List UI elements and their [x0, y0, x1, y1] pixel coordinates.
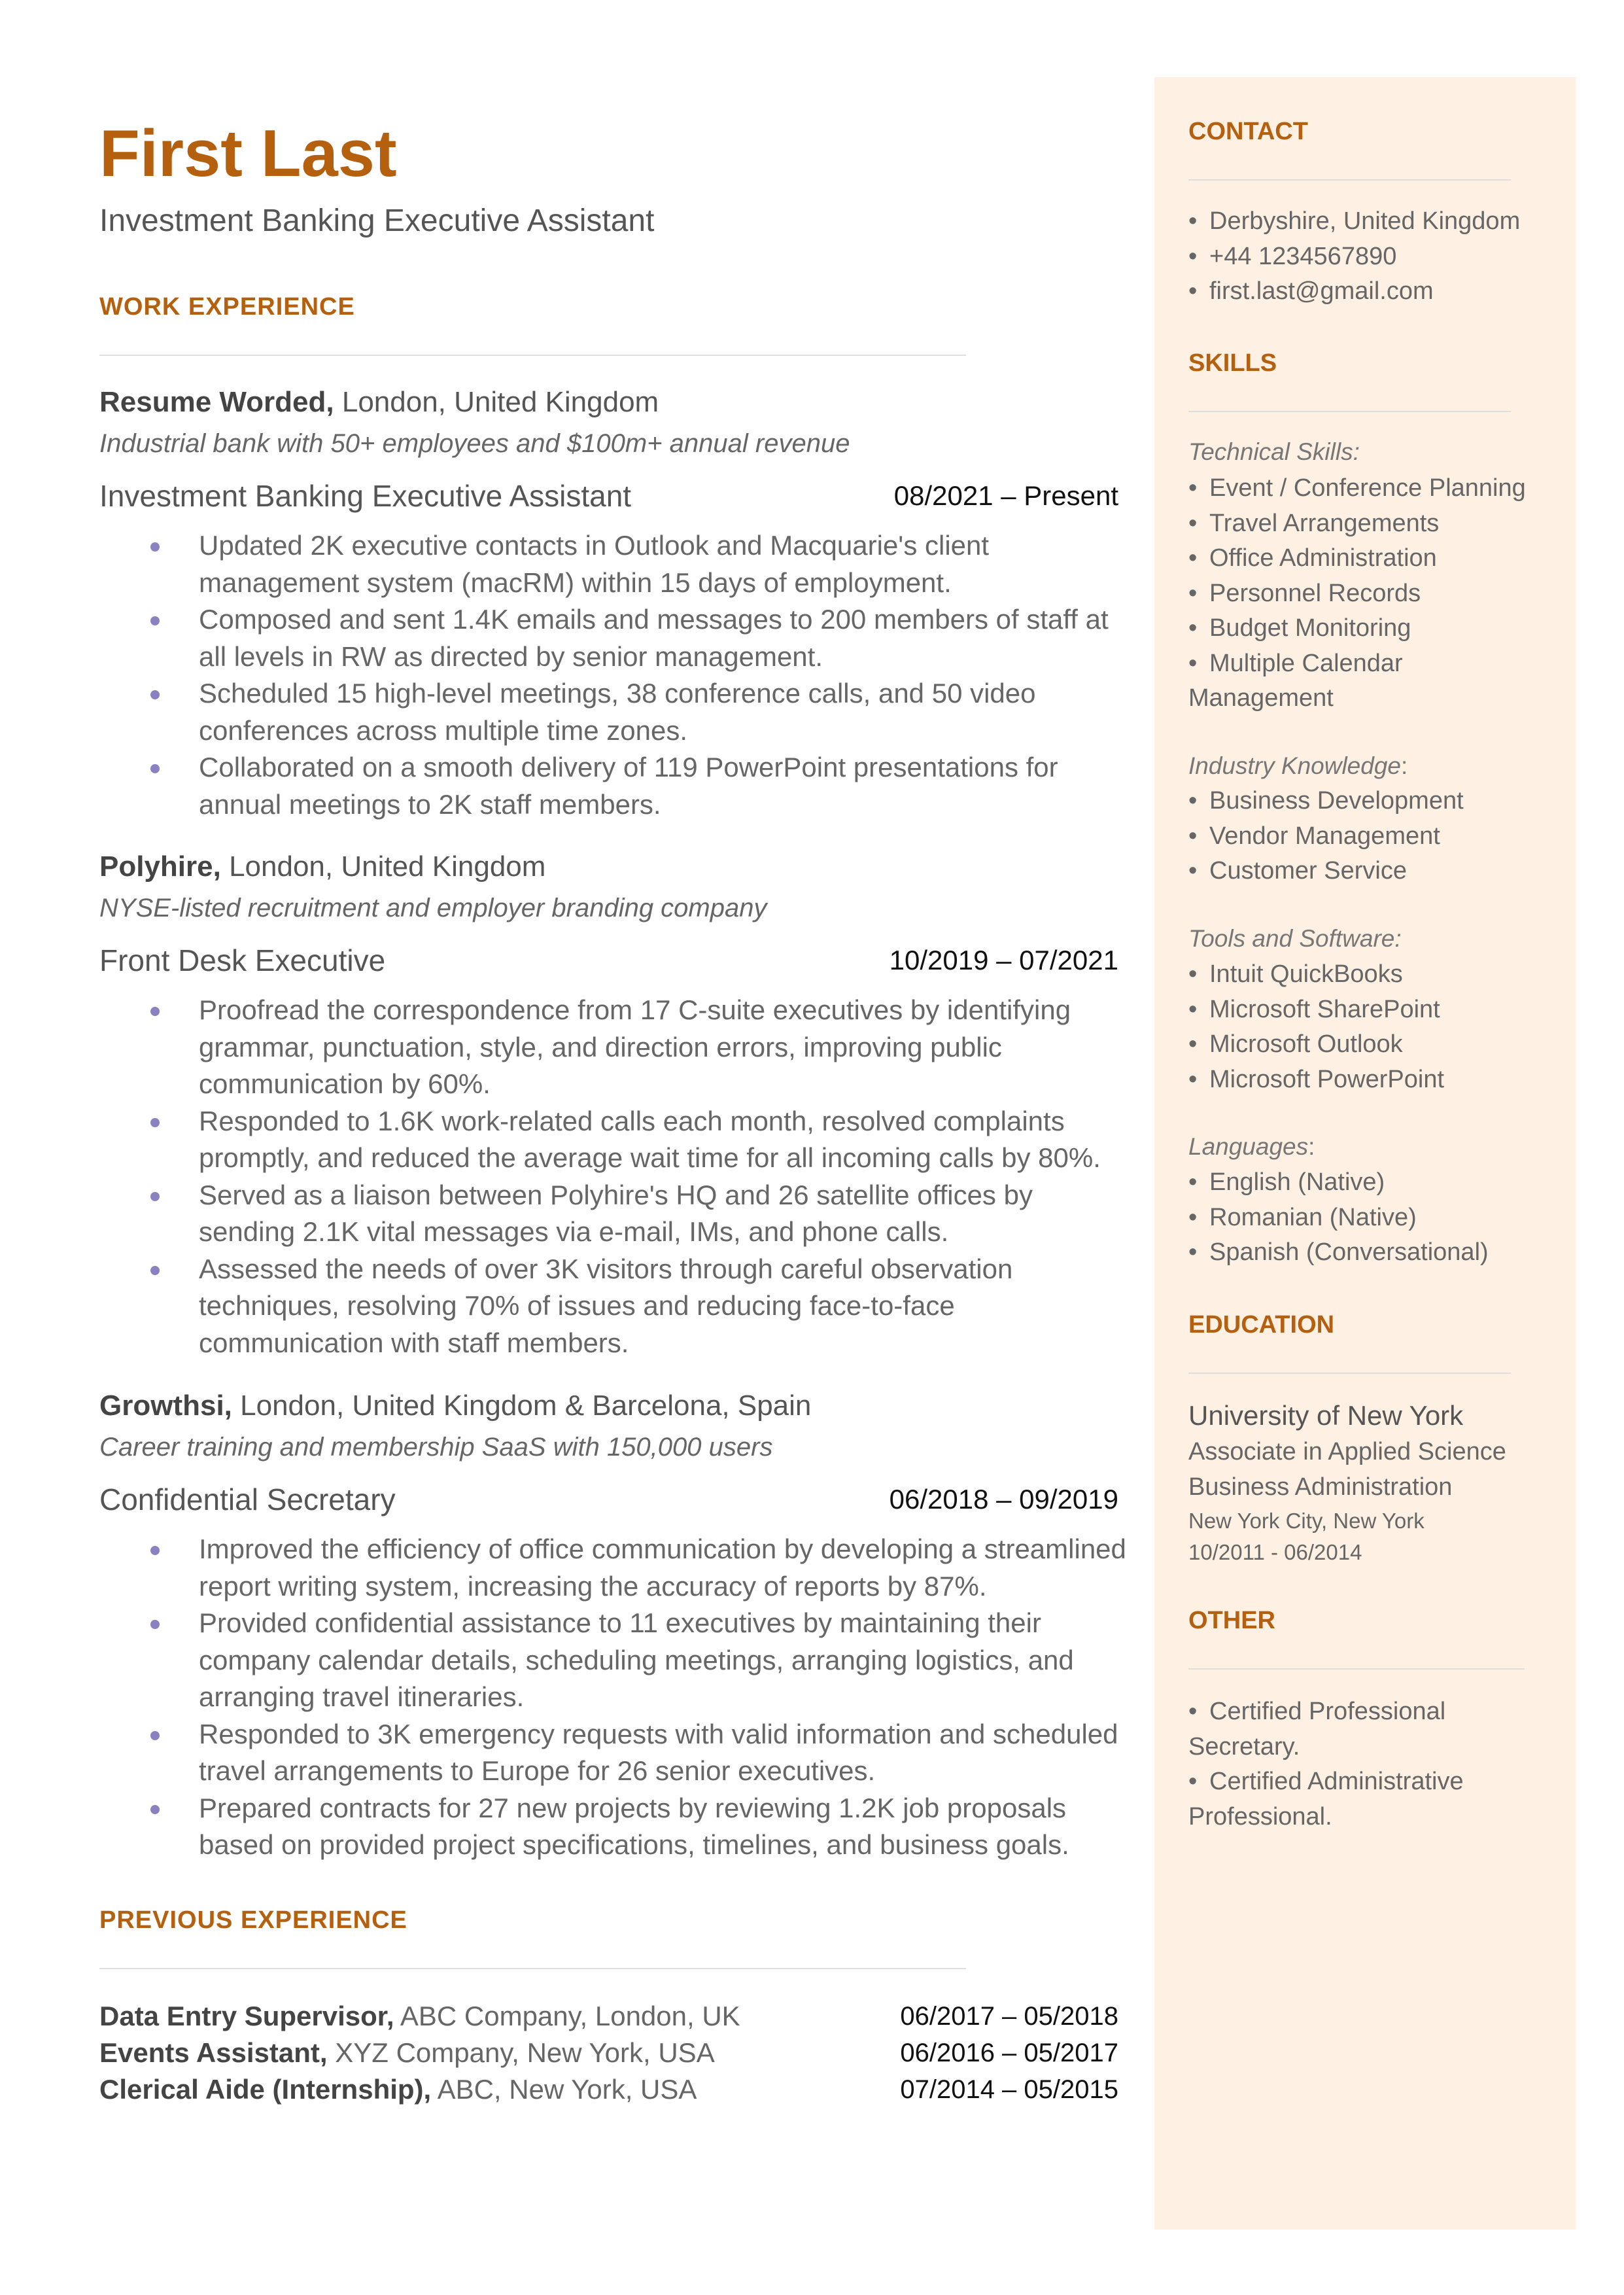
skill-item: • Microsoft Outlook	[1188, 1030, 1403, 1058]
skill-item: • Spanish (Conversational)	[1188, 1238, 1489, 1266]
job-bullet-list	[150, 1531, 1132, 1864]
job-bullet-list	[150, 527, 1132, 823]
skills-category-tools: Tools and Software:	[1188, 925, 1402, 952]
previous-role	[99, 2001, 740, 2032]
job-company: Polyhire,	[99, 850, 221, 883]
skill-item: • Budget Monitoring	[1188, 614, 1411, 642]
education-major: Business Administration	[1188, 1473, 1453, 1501]
job-bullet: Collaborated on a smooth delivery of 119 PowerPoint presentations for annual meetings to 2K staff members.	[150, 749, 1132, 823]
skill-item: • Office Administration	[1188, 544, 1437, 572]
skill-item: • Personnel Records	[1188, 579, 1421, 607]
skill-item: • Microsoft SharePoint	[1188, 995, 1440, 1023]
other-heading: OTHER	[1188, 1607, 1275, 1634]
divider	[99, 1968, 966, 1969]
job-company: Growthsi,	[99, 1390, 232, 1422]
skills-industry-list	[1188, 784, 1464, 889]
job-bullet: Composed and sent 1.4K emails and messages to 200 members of staff at all levels in RW as directed by senior management.	[150, 601, 1132, 675]
divider	[1188, 411, 1511, 412]
job-bullet: Assessed the needs of over 3K visitors through careful observation techniques, resolving 70% of issues and reducing face-to-face communication with staff members.	[150, 1251, 1132, 1362]
job-company: Resume Worded,	[99, 386, 334, 418]
previous-experience-heading: PREVIOUS EXPERIENCE	[99, 1906, 407, 1934]
previous-role-title: Events Assistant,	[99, 2037, 328, 2068]
divider	[1188, 1668, 1525, 1670]
job-bullet: Responded to 3K emergency requests with valid information and scheduled travel arrangements to Europe for 26 senior executives.	[150, 1716, 1132, 1790]
job-company-line	[99, 850, 545, 883]
candidate-name: First Last	[99, 117, 397, 190]
previous-role-dates: 06/2016 – 05/2017	[900, 2039, 1118, 2067]
skills-category-industry: Industry Knowledge:	[1188, 752, 1408, 779]
divider	[1188, 1373, 1511, 1374]
job-company-line	[99, 386, 659, 419]
other-list	[1188, 1694, 1502, 1834]
skill-item: • Vendor Management	[1188, 822, 1440, 850]
skill-item: • Business Development	[1188, 787, 1464, 815]
skills-category-languages: Languages:	[1188, 1133, 1315, 1160]
job-bullet: Prepared contracts for 27 new projects by reviewing 1.2K job proposals based on provided project specifications, timelines, and business goals.	[150, 1790, 1132, 1864]
education-heading: EDUCATION	[1188, 1311, 1335, 1339]
divider	[99, 355, 966, 356]
job-bullet: Served as a liaison between Polyhire's HQ and 26 satellite offices by sending 2.1K vital messages via e-mail, IMs, and phone calls.	[150, 1177, 1132, 1251]
job-role: Confidential Secretary	[99, 1482, 396, 1516]
other-item: • Certified Administrative Professional.	[1188, 1768, 1464, 1831]
contact-heading: CONTACT	[1188, 118, 1308, 145]
job-company-line	[99, 1390, 811, 1422]
education-dates: 10/2011 - 06/2014	[1188, 1540, 1362, 1564]
job-bullet: Proofread the correspondence from 17 C-suite executives by identifying grammar, punctuation, style, and direction errors, improving public communication by 60%.	[150, 992, 1132, 1103]
job-dates: 06/2018 – 09/2019	[889, 1484, 1118, 1515]
other-item: • Certified Professional Secretary.	[1188, 1698, 1446, 1761]
job-location: London, United Kingdom	[341, 386, 659, 418]
skills-heading: SKILLS	[1188, 349, 1277, 377]
skills-technical-list	[1188, 471, 1555, 716]
previous-role	[99, 2037, 715, 2069]
previous-role-place: ABC Company, London, UK	[400, 2001, 740, 2031]
skill-item: • Event / Conference Planning	[1188, 474, 1526, 502]
job-dates: 10/2019 – 07/2021	[889, 945, 1118, 975]
previous-role-title: Clerical Aide (Internship),	[99, 2074, 432, 2105]
previous-role-dates: 06/2017 – 05/2018	[900, 2002, 1118, 2031]
skills-languages-list	[1188, 1165, 1489, 1270]
contact-email: • first.last@gmail.com	[1188, 277, 1434, 305]
contact-location: • Derbyshire, United Kingdom	[1188, 207, 1521, 235]
job-role: Investment Banking Executive Assistant	[99, 479, 632, 513]
previous-role-dates: 07/2014 – 05/2015	[900, 2075, 1118, 2104]
job-bullet: Improved the efficiency of office communication by developing a streamlined report writing system, increasing the accuracy of reports by 87%.	[150, 1531, 1132, 1605]
skills-tools-list	[1188, 957, 1444, 1097]
work-experience-heading: WORK EXPERIENCE	[99, 293, 355, 321]
job-bullet: Scheduled 15 high-level meetings, 38 conference calls, and 50 video conferences across multiple time zones.	[150, 675, 1132, 749]
skill-item: • Microsoft PowerPoint	[1188, 1065, 1445, 1093]
skill-item: • Multiple Calendar Management	[1188, 649, 1403, 712]
job-description: NYSE-listed recruitment and employer branding company	[99, 894, 767, 922]
job-description: Career training and membership SaaS with 150,000 users	[99, 1433, 773, 1462]
education-degree: Associate in Applied Science	[1188, 1438, 1506, 1465]
skill-item: • Customer Service	[1188, 857, 1407, 885]
job-role: Front Desk Executive	[99, 943, 386, 977]
job-bullet: Provided confidential assistance to 11 executives by maintaining their company calendar details, scheduling meetings, arranging logistics, and arranging travel itineraries.	[150, 1605, 1132, 1716]
previous-role-place: XYZ Company, New York, USA	[335, 2037, 715, 2068]
job-description: Industrial bank with 50+ employees and $100m+ annual revenue	[99, 429, 850, 458]
education-school: University of New York	[1188, 1400, 1464, 1431]
previous-role	[99, 2074, 697, 2105]
skill-item: • Romanian (Native)	[1188, 1203, 1417, 1231]
education-location: New York City, New York	[1188, 1509, 1425, 1533]
skill-item: • Travel Arrangements	[1188, 509, 1440, 537]
skills-category-technical: Technical Skills:	[1188, 438, 1360, 465]
contact-phone: • +44 1234567890	[1188, 242, 1397, 270]
contact-list	[1188, 204, 1520, 309]
job-dates: 08/2021 – Present	[893, 480, 1118, 511]
job-bullet: Updated 2K executive contacts in Outlook and Macquarie's client management system (macRM) within 15 days of employment.	[150, 527, 1132, 601]
job-bullet-list	[150, 992, 1132, 1361]
skill-item: • English (Native)	[1188, 1168, 1385, 1196]
divider	[1188, 179, 1511, 181]
candidate-title: Investment Banking Executive Assistant	[99, 203, 655, 238]
job-bullet: Responded to 1.6K work-related calls each month, resolved complaints promptly, and reduced the average wait time for all incoming calls by 80%.	[150, 1103, 1132, 1177]
job-location: London, United Kingdom	[229, 850, 546, 883]
previous-role-title: Data Entry Supervisor,	[99, 2001, 394, 2031]
skill-item: • Intuit QuickBooks	[1188, 960, 1403, 988]
previous-role-place: ABC, New York, USA	[437, 2074, 697, 2105]
job-location: London, United Kingdom & Barcelona, Spain	[240, 1390, 812, 1422]
